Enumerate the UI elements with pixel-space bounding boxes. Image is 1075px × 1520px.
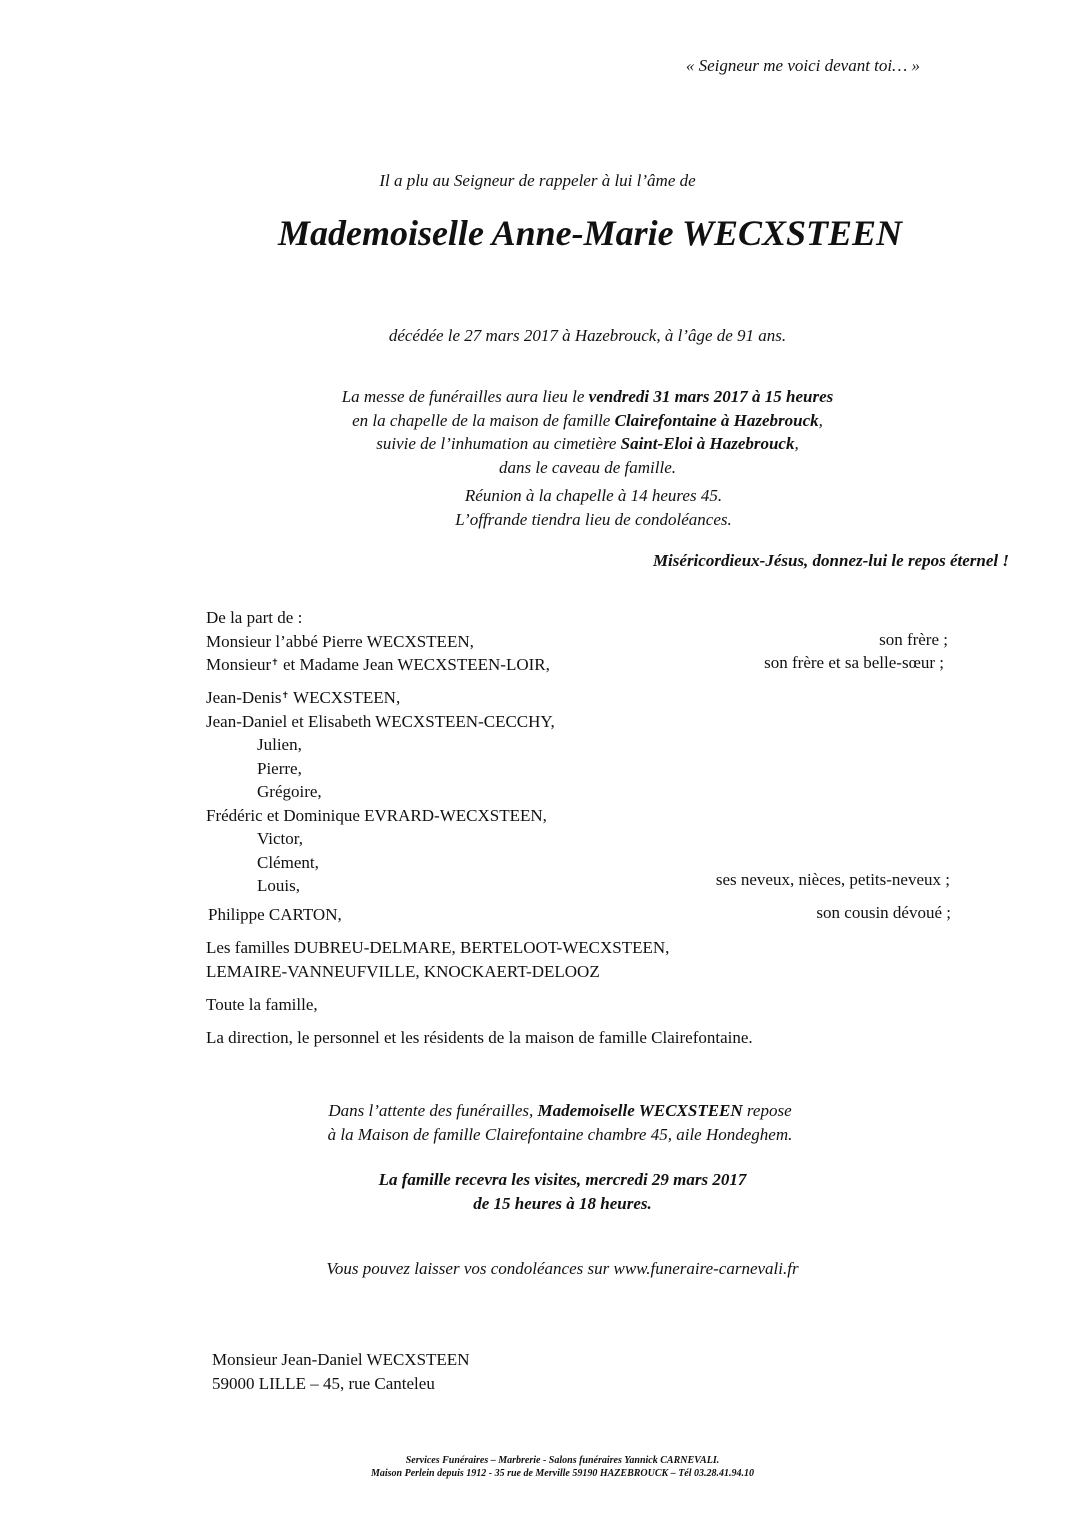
epigraph: « Seigneur me voici devant toi… » [685, 56, 920, 75]
condolences-website: Vous pouvez laisser vos condoléances sur www.funeraire-carnevali.fr [326, 1259, 799, 1278]
waiting-info: Dans l’attente des funérailles, Mademoiselle WECXSTEEN repose à la Maison de famille Clairefontaine chambre 45, aile Hondeghem. [327, 1101, 793, 1144]
contact-address: Monsieur Jean-Daniel WECXSTEEN 59000 LILLE – 45, rue Canteleu [212, 1350, 470, 1393]
funeral-home-footer: Services Funéraires – Marbrerie - Salons funéraires Yannick CARNEVALI. Maison Perlein depuis 1912 - 35 rue de Merville 59190 HAZEBROUCK – Tél 03.28.41.94.10 [370, 1455, 755, 1479]
deceased-name: Mademoiselle Anne-Marie WECXSTEEN [277, 213, 903, 253]
death-line: décédée le 27 mars 2017 à Hazebrouck, à l’âge de 91 ans. [388, 326, 787, 345]
reunion-info: Réunion à la chapelle à 14 heures 45. L’offrande tiendra lieu de condoléances. [455, 486, 732, 529]
cousin-relation: son cousin dévoué ; [816, 903, 951, 922]
funeral-mass-info [0, 385, 1075, 479]
mass-line-1: La messe de funérailles aura lieu le vendredi 31 mars 2017 à 15 heures [341, 387, 834, 406]
brother-2-relation: son frère et sa belle-sœur ; [764, 653, 944, 672]
brother-2-name: Monsieur✝ et Madame Jean WECXSTEEN-LOIR, [206, 655, 550, 674]
intro-line: Il a plu au Seigneur de rappeler à lui l’âme de [379, 171, 696, 190]
family-header: De la part de : [206, 608, 303, 627]
mass-place: Clairefontaine à Hazebrouck [614, 410, 819, 430]
cousin-name: Philippe CARTON, [208, 905, 342, 924]
direction-line: La direction, le personnel et les résidents de la maison de famille Clairefontaine. [206, 1028, 753, 1047]
cross-icon: ✝ [271, 657, 279, 667]
brother-1-name: Monsieur l’abbé Pierre WECXSTEEN, [206, 632, 474, 651]
cross-icon: ✝ [281, 690, 290, 700]
families-list: Les familles DUBREU-DELMARE, BERTELOOT-WECXSTEEN, LEMAIRE-VANNEUFVILLE, KNOCKAERT-DELOOZ [206, 938, 670, 981]
mass-date: vendredi 31 mars 2017 à 15 heures [588, 387, 834, 406]
prayer: Miséricordieux-Jésus, donnez-lui le repos éternel ! [652, 551, 1009, 570]
mass-line-2: en la chapelle de la maison de famille Clairefontaine à Hazebrouck, [352, 410, 823, 430]
mass-line-3: suivie de l’inhumation au cimetière Saint-Eloi à Hazebrouck, [376, 434, 799, 453]
nephews-list: Jean-Denis✝ WECXSTEEN, Jean-Daniel et Elisabeth WECXSTEEN-CECCHY, Julien, Pierre, Grégoire, Frédéric et Dominique EVRARD-WECXSTEEN, Victor, Clément, Louis, [206, 688, 555, 895]
nephews-relation: ses neveux, nièces, petits-neveux ; [715, 870, 950, 889]
all-family: Toute la famille, [206, 995, 318, 1014]
visits-info: La famille recevra les visites, mercredi 29 mars 2017 de 15 heures à 18 heures. [378, 1170, 747, 1213]
brother-1-relation: son frère ; [879, 630, 948, 649]
cemetery: Saint-Eloi à Hazebrouck [620, 434, 795, 453]
mass-line-4: dans le caveau de famille. [498, 457, 677, 477]
